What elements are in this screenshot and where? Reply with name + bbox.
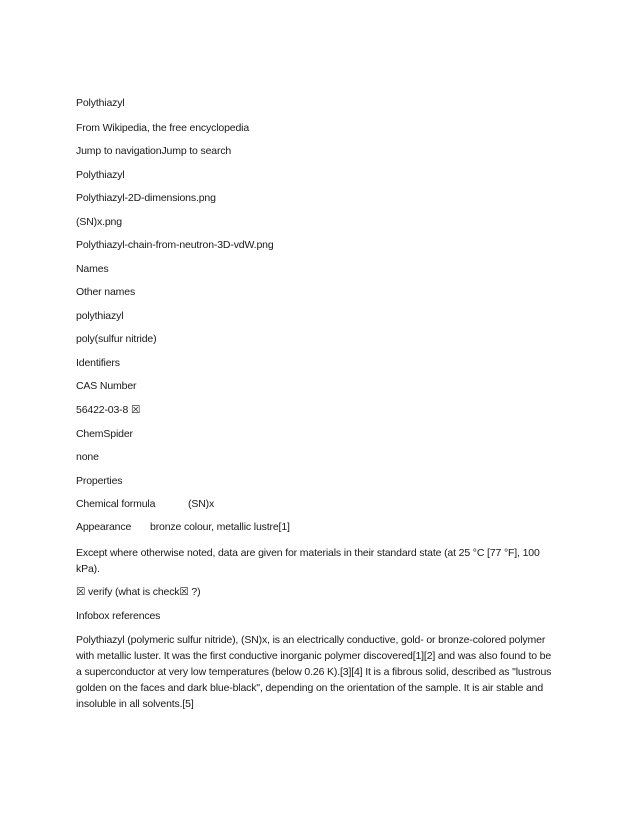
cas-number-value: 56422-03-8 ☒ <box>76 404 141 416</box>
section-names: Names <box>76 263 109 275</box>
infobox-title: Polythiazyl <box>76 169 125 181</box>
verify-link[interactable]: ☒ verify (what is check☒ ?) <box>76 586 201 598</box>
image-filename-1: Polythiazyl-2D-dimensions.png <box>76 192 216 204</box>
other-name-1: polythiazyl <box>76 310 124 322</box>
section-identifiers: Identifiers <box>76 357 120 369</box>
cas-number-label: CAS Number <box>76 380 137 392</box>
chemspider-value: none <box>76 451 99 463</box>
image-filename-2: (SN)x.png <box>76 216 122 228</box>
other-names-label: Other names <box>76 286 136 298</box>
chemical-formula-value: (SN)x <box>188 498 215 510</box>
chemical-formula-row <box>76 497 214 511</box>
appearance-row <box>76 520 290 534</box>
appearance-label: Appearance <box>76 521 132 533</box>
chemical-formula-label: Chemical formula <box>76 498 156 510</box>
infobox-references: Infobox references <box>76 610 161 622</box>
source-line: From Wikipedia, the free encyclopedia <box>76 122 250 134</box>
article-title: Polythiazyl <box>76 97 125 109</box>
appearance-value: bronze colour, metallic lustre[1] <box>150 521 290 533</box>
other-name-2: poly(sulfur nitride) <box>76 333 157 345</box>
standard-state-note: Except where otherwise noted, data are given for materials in their standard state (at 25 °C [77 °F], 100 kPa). <box>76 547 540 575</box>
body-paragraph: Polythiazyl (polymeric sulfur nitride), (SN)x, is an electrically conductive, gold- or bronze-colored polymer with metallic luster. It was the first conductive inorganic polymer discovered[1][2] and was also found to be a superconductor at very low temperatures (below 0.26 K).[3][4] It is a fibrous solid, described as "lustrous golden on the faces and dark blue-black", depending on the orientation of the sample. It is air stable and insoluble in all solvents.[5] <box>76 634 552 710</box>
jump-links: Jump to navigationJump to search <box>76 145 232 157</box>
image-filename-3: Polythiazyl-chain-from-neutron-3D-vdW.png <box>76 239 274 251</box>
section-properties: Properties <box>76 475 123 487</box>
chemspider-label: ChemSpider <box>76 428 133 440</box>
